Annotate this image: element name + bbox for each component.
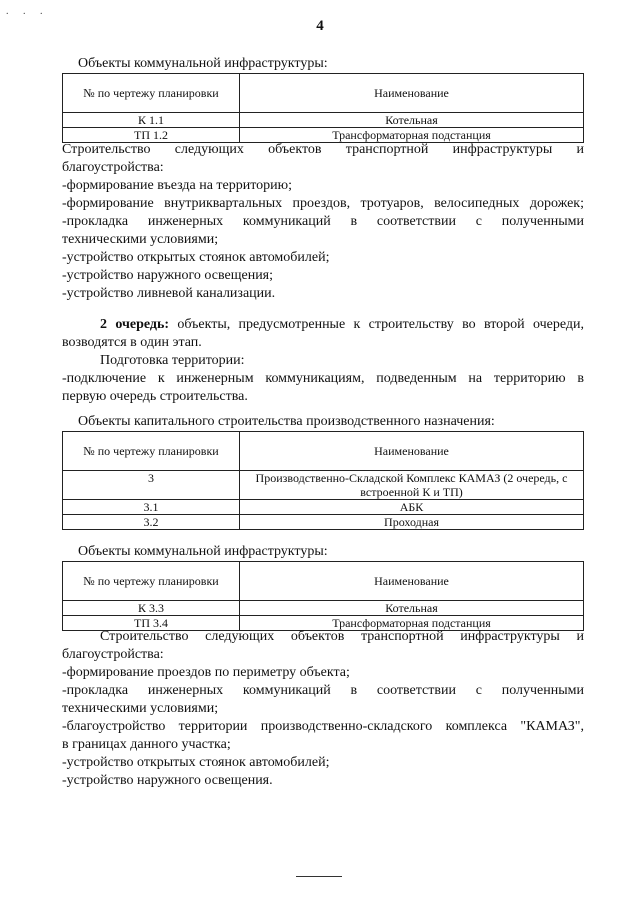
paragraph-line: благоустройства: [62, 160, 164, 175]
list-item: -формирование проездов по периметру объекта; [62, 665, 350, 680]
table-row [63, 500, 584, 515]
table2-header-name: Наименование [240, 432, 584, 471]
table1-cell: ТП 1.2 [63, 128, 240, 143]
section3-text [62, 628, 584, 790]
table2-header-number: № по чертежу планировки [63, 432, 240, 471]
table-row [63, 601, 584, 616]
table2 [62, 431, 584, 530]
section1-text [62, 141, 584, 303]
table-row [63, 471, 584, 500]
list-item: -благоустройство территории производственно-складского комплекса "КАМАЗ", [62, 719, 584, 734]
bottom-line [296, 876, 342, 877]
table2-cell: Проходная [240, 515, 584, 530]
list-item: техническими условиями; [62, 232, 219, 247]
list-item: -прокладка инженерных коммуникаций в соответствии с полученными [62, 683, 584, 698]
stage2-text [62, 316, 584, 406]
list-item: -устройство наружного освещения; [62, 268, 274, 283]
table1-header-number: № по чертежу планировки [63, 74, 240, 113]
table-row [63, 113, 584, 128]
paragraph-line: Строительство следующих объектов транспортной инфраструктуры и [100, 629, 584, 644]
table3-cell: Котельная [240, 601, 584, 616]
table3 [62, 561, 584, 631]
paragraph-line: Строительство следующих объектов транспортной инфраструктуры и [62, 142, 584, 157]
table3-header-number: № по чертежу планировки [63, 562, 240, 601]
list-item: -формирование внутриквартальных проездов, тротуаров, велосипедных дорожек; [62, 196, 584, 211]
list-item: -устройство наружного освещения. [62, 773, 273, 788]
table2-cell: 3.2 [63, 515, 240, 530]
stage2-heading [62, 316, 584, 334]
stage2-heading-rest: объекты, предусмотренные к строительству во второй очереди, [169, 317, 584, 332]
table3-cell: К 3.3 [63, 601, 240, 616]
table1-cell: Трансформаторная подстанция [240, 128, 584, 143]
table3-caption: Объекты коммунальной инфраструктуры: [78, 544, 328, 559]
table3-header-row [63, 562, 584, 601]
prep-title: Подготовка территории: [100, 353, 245, 368]
table1-caption: Объекты коммунальной инфраструктуры: [78, 56, 328, 71]
table1-cell: К 1.1 [63, 113, 240, 128]
table2-cell: 3.1 [63, 500, 240, 515]
table2-cell: Производственно-Складской Комплекс КАМАЗ (2 очередь, с встроенной К и ТП) [240, 471, 584, 500]
table1-header-name: Наименование [240, 74, 584, 113]
list-item: в границах данного участка; [62, 737, 231, 752]
table3-header-name: Наименование [240, 562, 584, 601]
list-item: техническими условиями; [62, 701, 219, 716]
table2-caption: Объекты капитального строительства производственного назначения: [78, 414, 495, 429]
table2-cell: 3 [63, 471, 240, 500]
list-item: -устройство открытых стоянок автомобилей; [62, 250, 330, 265]
table1-cell: Котельная [240, 113, 584, 128]
paragraph-line: возводятся в один этап. [62, 335, 202, 350]
paragraph-line: благоустройства: [62, 647, 164, 662]
table-row [63, 515, 584, 530]
table1 [62, 73, 584, 143]
scan-marks: . . . [6, 6, 49, 17]
page-number: 4 [316, 18, 324, 34]
table2-header-row [63, 432, 584, 471]
list-item: -устройство открытых стоянок автомобилей; [62, 755, 330, 770]
paragraph-line: первую очередь строительства. [62, 389, 248, 404]
table3-cell: ТП 3.4 [63, 616, 240, 631]
table3-cell: Трансформаторная подстанция [240, 616, 584, 631]
table2-cell: АБК [240, 500, 584, 515]
list-item: -устройство ливневой канализации. [62, 286, 276, 301]
stage2-heading-bold: 2 очередь: [100, 317, 170, 332]
table1-header-row [63, 74, 584, 113]
list-item: -формирование въезда на территорию; [62, 178, 293, 193]
paragraph-line: -подключение к инженерным коммуникациям, подведенным на территорию в [62, 371, 584, 386]
list-item: -прокладка инженерных коммуникаций в соответствии с полученными [62, 214, 584, 229]
